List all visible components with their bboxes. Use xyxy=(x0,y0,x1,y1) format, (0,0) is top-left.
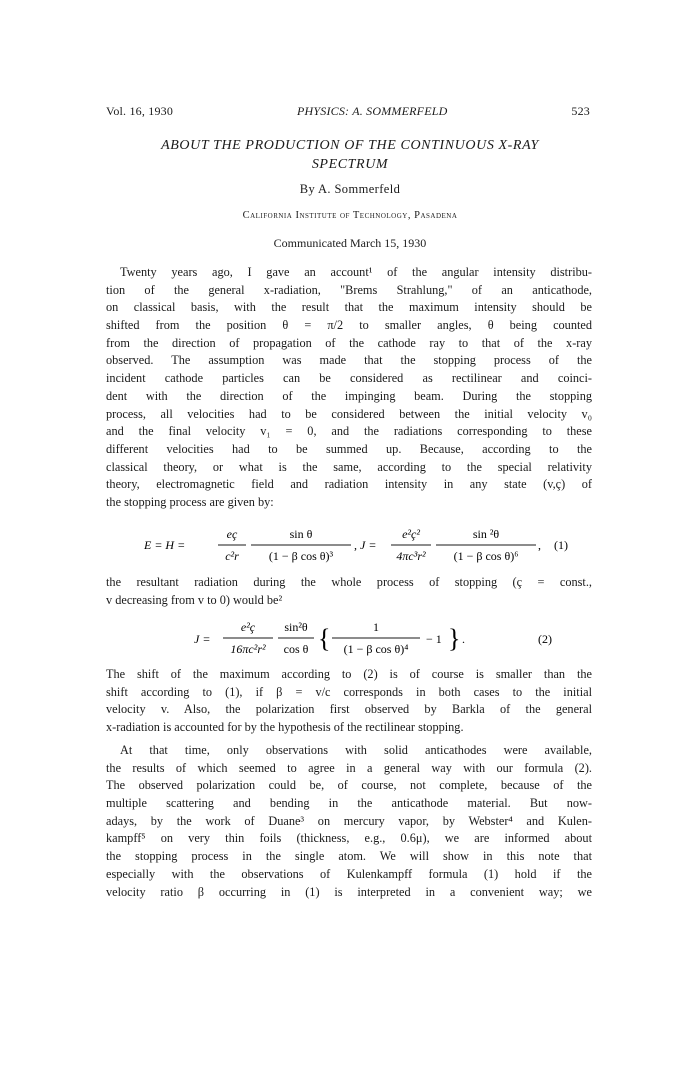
text-line: dent with the direction of the impinging beam. During the stopping xyxy=(106,388,592,403)
text-line: adays, by the work of Duane³ on mercury vapor, by Webster⁴ and Kulen- xyxy=(106,813,592,828)
text-line: At that time, only observations with solid anticathodes were available, xyxy=(120,743,592,757)
paragraph-between xyxy=(106,574,592,609)
eq1-mid: , J = xyxy=(354,538,377,552)
text-line: velocity ratio β occurring in (1) is interpreted in a convenient way; we xyxy=(106,884,592,899)
page-number: 523 xyxy=(571,104,590,118)
eq2-frac2-den: cos θ xyxy=(283,642,309,656)
eq2-minus-one: − 1 xyxy=(426,632,442,646)
author-line: By A. Sommerfeld xyxy=(299,182,401,196)
equation-1 xyxy=(106,522,592,568)
article-title xyxy=(90,136,610,174)
title-line: SPECTRUM xyxy=(311,157,389,172)
text-line: observed. The assumption was made that the stopping process of the xyxy=(106,353,592,368)
text-line: shift according to (1), if β = v/c corresponds in both cases to the initial xyxy=(106,684,592,699)
text-line: kampff⁵ on very thin foils (thickness, e.g., 0.6μ), we are informed about xyxy=(106,831,592,846)
eq1-tail: , xyxy=(538,538,541,552)
eq1-frac4-den: (1 − β cos θ)⁶ xyxy=(453,549,519,563)
running-header xyxy=(106,104,590,119)
eq2-frac3-num: 1 xyxy=(373,620,379,634)
eq2-frac1-num: e²ç xyxy=(240,620,256,634)
eq2-tail: . xyxy=(462,632,465,646)
paragraph-2 xyxy=(106,666,592,737)
text-line: the stopping process in the single atom. We will show in this note that xyxy=(106,849,592,864)
text-line: on classical basis, with the result that the maximum intensity should be xyxy=(106,300,592,315)
eq2-frac1-den: 16πc²r² xyxy=(230,642,266,656)
eq2-frac3-den: (1 − β cos θ)⁴ xyxy=(343,642,409,656)
text-line: shifted from the position θ = π/2 to smaller angles, θ being counted xyxy=(106,318,592,333)
title-line: ABOUT THE PRODUCTION OF THE CONTINUOUS X-RAY xyxy=(161,138,539,153)
text-line: The shift of the maximum according to (2) is of course is smaller than the xyxy=(106,667,592,681)
text-line: velocity v. Also, the polarization first observed by Barkla of the general xyxy=(106,702,592,717)
communicated-line: Communicated March 15, 1930 xyxy=(273,236,427,250)
eq2-brace-close: } xyxy=(448,624,461,653)
eq1-frac4-num: sin ²θ xyxy=(472,527,500,541)
equation-2 xyxy=(106,614,592,662)
text-line: the stopping process are given by: xyxy=(106,494,274,509)
affiliation-line: California Institute of Technology, Pasadena xyxy=(242,210,458,221)
text-line: and the final velocity v₁ = 0, and the radiations corresponding to these xyxy=(106,424,592,439)
volume-label: Vol. 16, 1930 xyxy=(106,104,174,118)
text-line: classical theory, or what is the same, according to the special relativity xyxy=(106,459,592,474)
eq2-number: (2) xyxy=(538,632,552,646)
text-line: theory, electromagnetic field and radiation intensity in any state (v,ç) of xyxy=(106,477,592,492)
eq1-frac3-den: 4πc³r² xyxy=(396,549,426,563)
eq1-frac1-den: c²r xyxy=(225,549,239,563)
text-line: incident cathode particles can be considered as rectilinear and coinci- xyxy=(106,371,592,386)
eq1-lhs: E = H = xyxy=(144,538,186,552)
text-line: from the direction of propagation of the cathode ray to that of the x-ray xyxy=(106,335,592,350)
eq1-frac2-den: (1 − β cos θ)³ xyxy=(268,549,334,563)
eq2-frac2-num: sin²θ xyxy=(284,620,308,634)
eq1-frac3-num: e²ç² xyxy=(402,527,420,541)
text-line: The observed polarization could be, of course, not complete, because of the xyxy=(106,778,592,793)
eq1-frac1-num: eç xyxy=(226,527,238,541)
paragraph-1 xyxy=(106,264,592,512)
text-line: the resultant radiation during the whole process of stopping (ç = const., xyxy=(106,575,592,589)
eq1-number: (1) xyxy=(554,538,568,552)
eq2-lhs: J = xyxy=(194,632,211,646)
text-line: v decreasing from v to 0) would be² xyxy=(106,592,283,607)
text-line: x-radiation is accounted for by the hypothesis of the rectilinear stopping. xyxy=(106,720,464,735)
paragraph-3 xyxy=(106,742,592,901)
text-line: different velocities had to be summed up. Because, according to the xyxy=(106,441,592,456)
running-title: PHYSICS: A. SOMMERFELD xyxy=(296,104,448,118)
text-line: the results of which seemed to agree in a general way with our formula (2). xyxy=(106,760,592,775)
eq1-frac2-num: sin θ xyxy=(289,527,313,541)
eq2-brace-open: { xyxy=(318,624,331,653)
text-line: Twenty years ago, I gave an account¹ of the angular intensity distribu- xyxy=(120,265,592,279)
text-line: tion of the general x-radiation, "Brems Strahlung," of an anticathode, xyxy=(106,282,592,297)
text-line: multiple scattering and bending in the anticathode material. But now- xyxy=(106,796,592,811)
text-line: process, all velocities had to be considered between the initial velocity v₀ xyxy=(106,406,592,421)
text-line: especially with the observations of Kulenkampff formula (1) hold if the xyxy=(106,866,592,881)
